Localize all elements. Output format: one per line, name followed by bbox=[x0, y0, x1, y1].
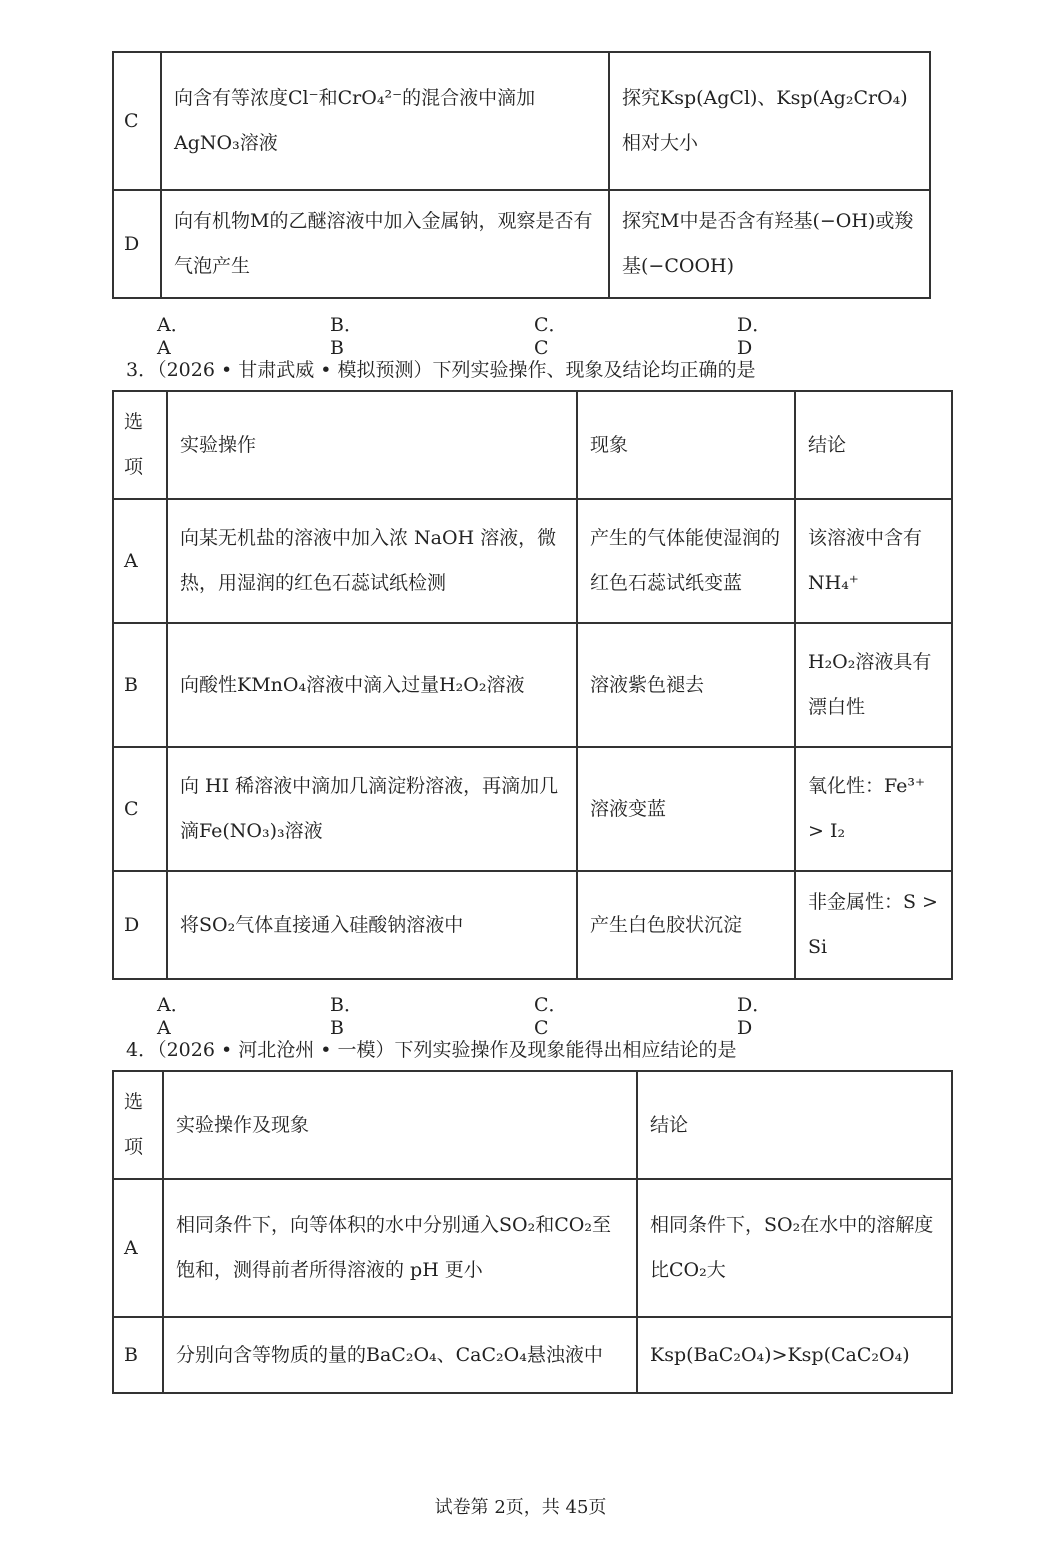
table-header-row bbox=[113, 1071, 952, 1179]
operation-cell: 向 HI 稀溶液中滴加几滴淀粉溶液，再滴加几滴Fe(NO₃)₃溶液 bbox=[167, 747, 577, 871]
table-row bbox=[113, 871, 952, 979]
table-row bbox=[113, 499, 952, 623]
row-label: D bbox=[113, 871, 167, 979]
conclusion-cell: 非金属性：S > Si bbox=[795, 871, 952, 979]
phenomenon-cell: 产生白色胶状沉淀 bbox=[577, 871, 795, 979]
operation-cell: 分别向含等物质的量的BaC₂O₄、CaC₂O₄悬浊液中 bbox=[163, 1317, 637, 1393]
table-question-2 bbox=[112, 51, 931, 299]
table-header-row bbox=[113, 391, 952, 499]
operation-cell: 向有机物M的乙醚溶液中加入金属钠，观察是否有气泡产生 bbox=[161, 190, 609, 298]
row-label: A bbox=[113, 499, 167, 623]
phenomenon-cell: 溶液紫色褪去 bbox=[577, 623, 795, 747]
row-label: A bbox=[113, 1179, 163, 1317]
choice-a[interactable]: A．A bbox=[157, 994, 190, 1039]
header-option: 选项 bbox=[113, 1071, 163, 1179]
question-3-title: 3．（2026 • 甘肃武威 • 模拟预测）下列实验操作、现象及结论均正确的是 bbox=[126, 359, 756, 381]
table-row bbox=[113, 52, 930, 190]
row-label: D bbox=[113, 190, 161, 298]
conclusion-cell: 该溶液中含有NH₄⁺ bbox=[795, 499, 952, 623]
phenomenon-cell: 产生的气体能使湿润的红色石蕊试纸变蓝 bbox=[577, 499, 795, 623]
table-row bbox=[113, 623, 952, 747]
header-operation: 实验操作及现象 bbox=[163, 1071, 637, 1179]
table-row bbox=[113, 190, 930, 298]
header-phenomenon: 现象 bbox=[577, 391, 795, 499]
phenomenon-cell: 溶液变蓝 bbox=[577, 747, 795, 871]
operation-cell: 向含有等浓度Cl⁻和CrO₄²⁻的混合液中滴加AgNO₃溶液 bbox=[161, 52, 609, 190]
conclusion-cell: H₂O₂溶液具有漂白性 bbox=[795, 623, 952, 747]
header-option: 选项 bbox=[113, 391, 167, 499]
choice-c[interactable]: C．C bbox=[534, 314, 568, 359]
table-question-3 bbox=[112, 390, 953, 980]
table-row bbox=[113, 1317, 952, 1393]
conclusion-cell: 相同条件下，SO₂在水中的溶解度比CO₂大 bbox=[637, 1179, 952, 1317]
row-label: C bbox=[113, 747, 167, 871]
table-question-4 bbox=[112, 1070, 953, 1394]
choice-b[interactable]: B．B bbox=[330, 994, 363, 1039]
page-footer: 试卷第 2页，共 45页 bbox=[434, 1497, 607, 1518]
operation-cell: 将SO₂气体直接通入硅酸钠溶液中 bbox=[167, 871, 577, 979]
operation-cell: 向某无机盐的溶液中加入浓 NaOH 溶液，微热，用湿润的红色石蕊试纸检测 bbox=[167, 499, 577, 623]
purpose-cell: 探究Ksp(AgCl)、Ksp(Ag₂CrO₄)相对大小 bbox=[609, 52, 930, 190]
conclusion-cell: 氧化性：Fe³⁺ > I₂ bbox=[795, 747, 952, 871]
purpose-cell: 探究M中是否含有羟基(−OH)或羧基(−COOH) bbox=[609, 190, 930, 298]
header-operation: 实验操作 bbox=[167, 391, 577, 499]
choice-d[interactable]: D．D bbox=[737, 314, 772, 359]
header-conclusion: 结论 bbox=[795, 391, 952, 499]
choice-a[interactable]: A．A bbox=[157, 314, 190, 359]
operation-cell: 向酸性KMnO₄溶液中滴入过量H₂O₂溶液 bbox=[167, 623, 577, 747]
row-label: B bbox=[113, 623, 167, 747]
choice-c[interactable]: C．C bbox=[534, 994, 568, 1039]
table-row bbox=[113, 1179, 952, 1317]
question-4-title: 4．（2026 • 河北沧州 • 一模）下列实验操作及现象能得出相应结论的是 bbox=[126, 1039, 737, 1061]
table-row bbox=[113, 747, 952, 871]
header-conclusion: 结论 bbox=[637, 1071, 952, 1179]
operation-cell: 相同条件下，向等体积的水中分别通入SO₂和CO₂至饱和，测得前者所得溶液的 pH 更小 bbox=[163, 1179, 637, 1317]
choice-d[interactable]: D．D bbox=[737, 994, 772, 1039]
choice-b[interactable]: B．B bbox=[330, 314, 363, 359]
row-label: C bbox=[113, 52, 161, 190]
conclusion-cell: Ksp(BaC₂O₄)>Ksp(CaC₂O₄) bbox=[637, 1317, 952, 1393]
row-label: B bbox=[113, 1317, 163, 1393]
